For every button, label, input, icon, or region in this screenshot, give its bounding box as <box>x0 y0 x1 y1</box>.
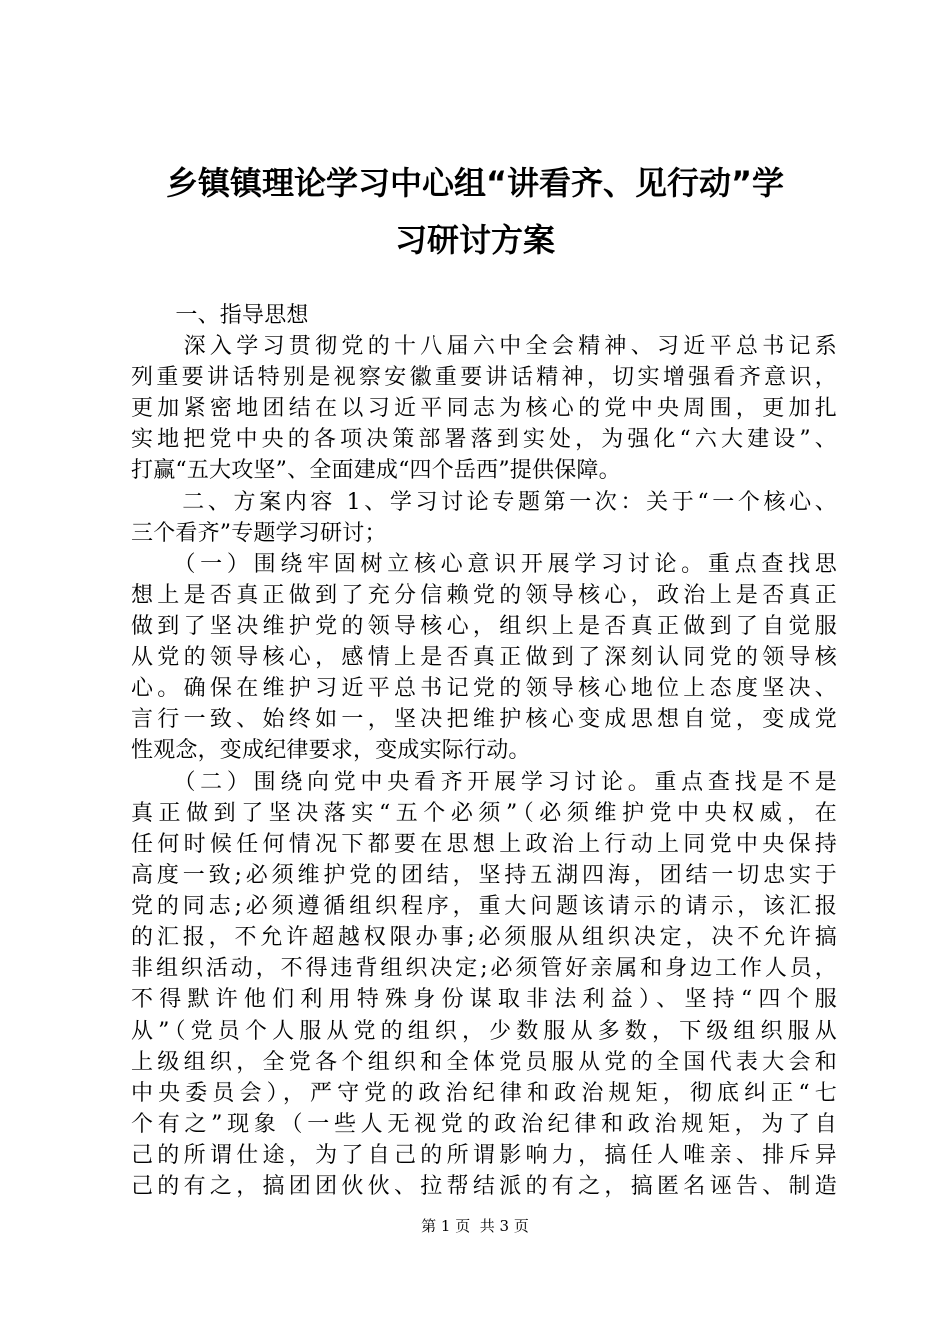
body-line: （一）围绕牢固树立核心意识开展学习讨论。重点查找思 <box>131 552 837 577</box>
body-line: 任何时候任何情况下都要在思想上政治上行动上同党中央保持 <box>131 832 837 857</box>
document-title-line-1: 乡镇镇理论学习中心组“讲看齐、见行动”学 <box>165 164 785 202</box>
body-line: 真正做到了坚决落实“五个必须”（必须维护党中央权威，在 <box>131 801 837 826</box>
body-line: 深入学习贯彻党的十八届六中全会精神、习近平总书记系 <box>131 334 837 359</box>
body-line: 更加紧密地团结在以习近平同志为核心的党中央周围，更加扎 <box>131 396 837 421</box>
section-heading: 二、方案内容 1、学习讨论专题第一次：关于“一个核心、 <box>131 490 837 515</box>
body-line: 三个看齐”专题学习研讨； <box>131 521 387 546</box>
body-line: 非组织活动，不得违背组织决定;必须管好亲属和身边工作人员， <box>131 956 837 981</box>
section-heading: 一、指导思想 <box>131 303 309 328</box>
body-line: 言行一致、始终如一，坚决把维护核心变成思想自觉，变成党 <box>131 707 837 732</box>
body-line: 打赢“五大攻坚”、全面建成“四个岳西”提供保障。 <box>131 458 621 483</box>
body-line: 从党的领导核心，感情上是否真正做到了深刻认同党的领导核 <box>131 645 837 670</box>
page-number: 第 1 页 共 3 页 <box>421 1217 529 1235</box>
body-line: 党的同志;必须遵循组织程序，重大问题该请示的请示，该汇报 <box>131 894 837 919</box>
body-line: 的汇报，不允许超越权限办事;必须服从组织决定，决不允许搞 <box>131 925 837 950</box>
body-line: 己的有之，搞团团伙伙、拉帮结派的有之，搞匿名诬告、制造 <box>131 1174 837 1199</box>
body-line: 性观念，变成纪律要求，变成实际行动。 <box>131 738 531 763</box>
body-line: 高度一致;必须维护党的团结，坚持五湖四海，团结一切忠实于 <box>131 863 837 888</box>
body-line: 己的所谓仕途，为了自己的所谓影响力，搞任人唯亲、排斥异 <box>131 1143 837 1168</box>
body-line: 从”（党员个人服从党的组织，少数服从多数，下级组织服从 <box>131 1019 837 1044</box>
body-line: 个有之”现象（一些人无视党的政治纪律和政治规矩，为了自 <box>131 1112 837 1137</box>
document-title-line-2: 习研讨方案 <box>394 221 555 259</box>
body-line: 实地把党中央的各项决策部署落到实处，为强化“六大建设”、 <box>131 427 837 452</box>
body-line: 不得默许他们利用特殊身份谋取非法利益）、坚持“四个服 <box>131 987 837 1012</box>
body-line: （二）围绕向党中央看齐开展学习讨论。重点查找是不是 <box>131 770 837 795</box>
body-line: 上级组织，全党各个组织和全体党员服从党的全国代表大会和 <box>131 1050 837 1075</box>
body-line: 列重要讲话特别是视察安徽重要讲话精神，切实增强看齐意识， <box>131 365 837 390</box>
body-line: 中央委员会），严守党的政治纪律和政治规矩，彻底纠正“七 <box>131 1081 837 1106</box>
body-line: 心。确保在维护习近平总书记党的领导核心地位上态度坚决、 <box>131 676 837 701</box>
body-line: 做到了坚决维护党的领导核心，组织上是否真正做到了自觉服 <box>131 614 837 639</box>
body-line: 想上是否真正做到了充分信赖党的领导核心，政治上是否真正 <box>131 583 837 608</box>
